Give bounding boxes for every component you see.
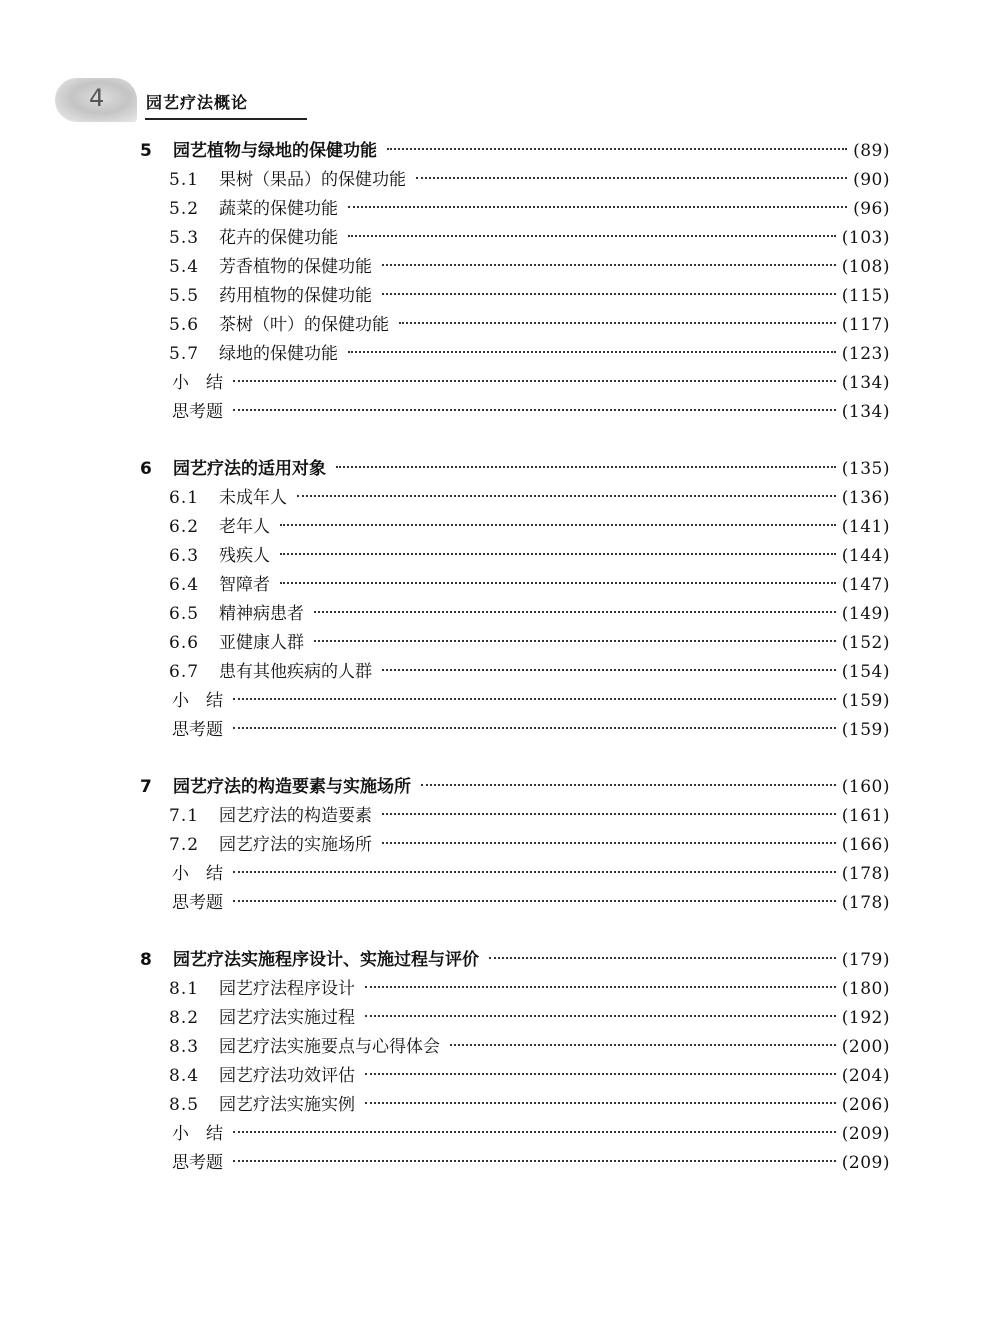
toc-entry-page: (103) — [841, 228, 890, 248]
toc-entry-title: 园艺疗法的构造要素 — [219, 806, 372, 826]
toc-entry-number: 5 — [140, 141, 152, 161]
toc-entry-title: 老年人 — [219, 517, 270, 537]
dot-leader — [421, 784, 836, 786]
dot-leader — [450, 1044, 836, 1046]
toc-chapter — [138, 773, 890, 918]
toc-entry-page: (144) — [841, 546, 890, 566]
toc-entry-page: (159) — [841, 720, 890, 740]
toc-summary-entry — [138, 860, 890, 889]
toc-entry-number: 8.5 — [169, 1095, 200, 1115]
toc-entry-title: 花卉的保健功能 — [219, 228, 338, 248]
toc-entry-title: 芳香植物的保健功能 — [219, 257, 372, 277]
dot-leader — [233, 409, 836, 411]
dot-leader — [382, 842, 836, 844]
toc-entry-number: 6.6 — [169, 633, 200, 653]
toc-entry-title: 园艺疗法程序设计 — [219, 979, 355, 999]
toc-section-entry — [138, 166, 890, 195]
toc-section-entry — [138, 513, 890, 542]
dot-leader — [297, 495, 836, 497]
dot-leader — [280, 582, 836, 584]
toc-entry-page: (178) — [841, 864, 890, 884]
toc-entry-title: 园艺疗法功效评估 — [219, 1066, 355, 1086]
toc-chapter-heading — [138, 773, 890, 802]
toc-entry-title: 未成年人 — [219, 488, 287, 508]
toc-entry-title: 思考题 — [172, 1153, 223, 1173]
toc-section-entry — [138, 629, 890, 658]
toc-entry-number: 5.7 — [169, 344, 200, 364]
toc-entry-number: 8.2 — [169, 1008, 200, 1028]
toc-section-entry — [138, 484, 890, 513]
toc-entry-page: (147) — [841, 575, 890, 595]
toc-entry-number: 6.7 — [169, 662, 200, 682]
dot-leader — [280, 524, 836, 526]
toc-entry-page: (180) — [841, 979, 890, 999]
toc-chapter-heading — [138, 946, 890, 975]
toc-summary-entry — [138, 1149, 890, 1178]
toc-section-entry — [138, 571, 890, 600]
toc-entry-number: 7.1 — [169, 806, 200, 826]
toc-entry-title: 果树（果品）的保健功能 — [219, 170, 406, 190]
toc-section-entry — [138, 1062, 890, 1091]
dot-leader — [233, 727, 836, 729]
toc-entry-page: (136) — [841, 488, 890, 508]
toc-entry-page: (89) — [853, 141, 890, 161]
dot-leader — [280, 553, 836, 555]
dot-leader — [365, 1015, 836, 1017]
toc-section-entry — [138, 831, 890, 860]
toc-entry-title: 蔬菜的保健功能 — [219, 199, 338, 219]
book-title: 园艺疗法概论 — [146, 93, 249, 112]
toc-entry-page: (166) — [841, 835, 890, 855]
dot-leader — [348, 351, 836, 353]
dot-leader — [233, 380, 836, 382]
toc-chapter — [138, 455, 890, 745]
header-rule — [145, 118, 307, 120]
toc-entry-title: 园艺疗法的实施场所 — [219, 835, 372, 855]
toc-entry-title: 小 结 — [172, 1124, 223, 1144]
toc-entry-page: (141) — [841, 517, 890, 537]
toc-section-entry — [138, 975, 890, 1004]
toc-entry-number: 6.3 — [169, 546, 200, 566]
toc-entry-number: 8.1 — [169, 979, 200, 999]
toc-entry-title: 园艺疗法的适用对象 — [173, 459, 326, 479]
toc-entry-title: 园艺疗法实施过程 — [219, 1008, 355, 1028]
dot-leader — [314, 611, 836, 613]
toc-entry-title: 绿地的保健功能 — [219, 344, 338, 364]
toc-entry-page: (200) — [841, 1037, 890, 1057]
toc-section-entry — [138, 340, 890, 369]
toc-entry-title: 残疾人 — [219, 546, 270, 566]
dot-leader — [348, 206, 847, 208]
toc-chapter — [138, 946, 890, 1178]
toc-entry-page: (117) — [841, 315, 890, 335]
dot-leader — [233, 900, 836, 902]
toc-entry-number: 6 — [140, 459, 152, 479]
toc-entry-number: 5.2 — [169, 199, 200, 219]
dot-leader — [489, 957, 836, 959]
toc-entry-number: 8 — [140, 950, 152, 970]
toc-entry-title: 园艺植物与绿地的保健功能 — [173, 141, 377, 161]
toc-entry-number: 5.1 — [169, 170, 200, 190]
toc-section-entry — [138, 282, 890, 311]
toc-section-entry — [138, 542, 890, 571]
toc-entry-title: 智障者 — [219, 575, 270, 595]
toc-entry-number: 8.3 — [169, 1037, 200, 1057]
toc-entry-number: 5.5 — [169, 286, 200, 306]
dot-leader — [382, 293, 836, 295]
toc-entry-title: 小 结 — [172, 864, 223, 884]
toc-entry-number: 5.4 — [169, 257, 200, 277]
toc-entry-page: (134) — [841, 402, 890, 422]
toc-section-entry — [138, 195, 890, 224]
toc-section-entry — [138, 1091, 890, 1120]
toc-entry-title: 患有其他疾病的人群 — [219, 662, 372, 682]
dot-leader — [365, 986, 836, 988]
toc-entry-page: (209) — [841, 1124, 890, 1144]
toc-entry-page: (149) — [841, 604, 890, 624]
toc-section-entry — [138, 1033, 890, 1062]
toc-section-entry — [138, 1004, 890, 1033]
toc-entry-title: 茶树（叶）的保健功能 — [219, 315, 389, 335]
toc-summary-entry — [138, 687, 890, 716]
toc-entry-page: (134) — [841, 373, 890, 393]
toc-entry-page: (123) — [841, 344, 890, 364]
dot-leader — [382, 813, 836, 815]
page-header — [55, 78, 905, 124]
dot-leader — [382, 264, 836, 266]
toc-chapter — [138, 137, 890, 427]
toc-entry-title: 精神病患者 — [219, 604, 304, 624]
toc-entry-title: 亚健康人群 — [219, 633, 304, 653]
toc-entry-title: 思考题 — [172, 893, 223, 913]
toc-section-entry — [138, 224, 890, 253]
toc-entry-page: (161) — [841, 806, 890, 826]
dot-leader — [365, 1073, 836, 1075]
toc-entry-number: 6.1 — [169, 488, 200, 508]
toc-summary-entry — [138, 716, 890, 745]
toc-section-entry — [138, 802, 890, 831]
toc-summary-entry — [138, 398, 890, 427]
dot-leader — [348, 235, 836, 237]
dot-leader — [399, 322, 836, 324]
toc-entry-page: (135) — [841, 459, 890, 479]
toc-entry-page: (96) — [853, 199, 890, 219]
toc-summary-entry — [138, 1120, 890, 1149]
toc-entry-page: (209) — [841, 1153, 890, 1173]
toc-entry-page: (152) — [841, 633, 890, 653]
toc-entry-number: 6.2 — [169, 517, 200, 537]
toc-section-entry — [138, 311, 890, 340]
table-of-contents — [138, 137, 890, 1206]
toc-entry-title: 思考题 — [172, 720, 223, 740]
toc-entry-number: 7.2 — [169, 835, 200, 855]
toc-entry-page: (90) — [853, 170, 890, 190]
toc-entry-number: 7 — [140, 777, 152, 797]
toc-entry-page: (206) — [841, 1095, 890, 1115]
dot-leader — [382, 669, 836, 671]
dot-leader — [387, 148, 847, 150]
toc-entry-title: 园艺疗法实施要点与心得体会 — [219, 1037, 440, 1057]
toc-entry-page: (204) — [841, 1066, 890, 1086]
dot-leader — [365, 1102, 836, 1104]
toc-entry-number: 6.5 — [169, 604, 200, 624]
toc-entry-page: (178) — [841, 893, 890, 913]
toc-entry-title: 园艺疗法的构造要素与实施场所 — [173, 777, 411, 797]
dot-leader — [416, 177, 847, 179]
toc-summary-entry — [138, 369, 890, 398]
page-number: 4 — [89, 84, 105, 112]
toc-entry-title: 思考题 — [172, 402, 223, 422]
toc-entry-title: 园艺疗法实施程序设计、实施过程与评价 — [173, 950, 479, 970]
page-number-badge — [55, 78, 137, 122]
toc-entry-title: 小 结 — [172, 373, 223, 393]
toc-entry-number: 6.4 — [169, 575, 200, 595]
toc-entry-title: 小 结 — [172, 691, 223, 711]
toc-entry-title: 药用植物的保健功能 — [219, 286, 372, 306]
dot-leader — [233, 1160, 836, 1162]
toc-entry-page: (108) — [841, 257, 890, 277]
dot-leader — [233, 1131, 836, 1133]
toc-entry-page: (192) — [841, 1008, 890, 1028]
toc-entry-title: 园艺疗法实施实例 — [219, 1095, 355, 1115]
dot-leader — [233, 698, 836, 700]
dot-leader — [233, 871, 836, 873]
toc-entry-page: (179) — [841, 950, 890, 970]
toc-section-entry — [138, 253, 890, 282]
toc-section-entry — [138, 658, 890, 687]
toc-chapter-heading — [138, 455, 890, 484]
toc-chapter-heading — [138, 137, 890, 166]
toc-entry-number: 8.4 — [169, 1066, 200, 1086]
toc-entry-number: 5.6 — [169, 315, 200, 335]
toc-section-entry — [138, 600, 890, 629]
toc-entry-page: (159) — [841, 691, 890, 711]
toc-entry-page: (160) — [841, 777, 890, 797]
dot-leader — [314, 640, 836, 642]
dot-leader — [336, 466, 836, 468]
toc-entry-page: (154) — [841, 662, 890, 682]
toc-entry-page: (115) — [841, 286, 890, 306]
toc-summary-entry — [138, 889, 890, 918]
toc-entry-number: 5.3 — [169, 228, 200, 248]
